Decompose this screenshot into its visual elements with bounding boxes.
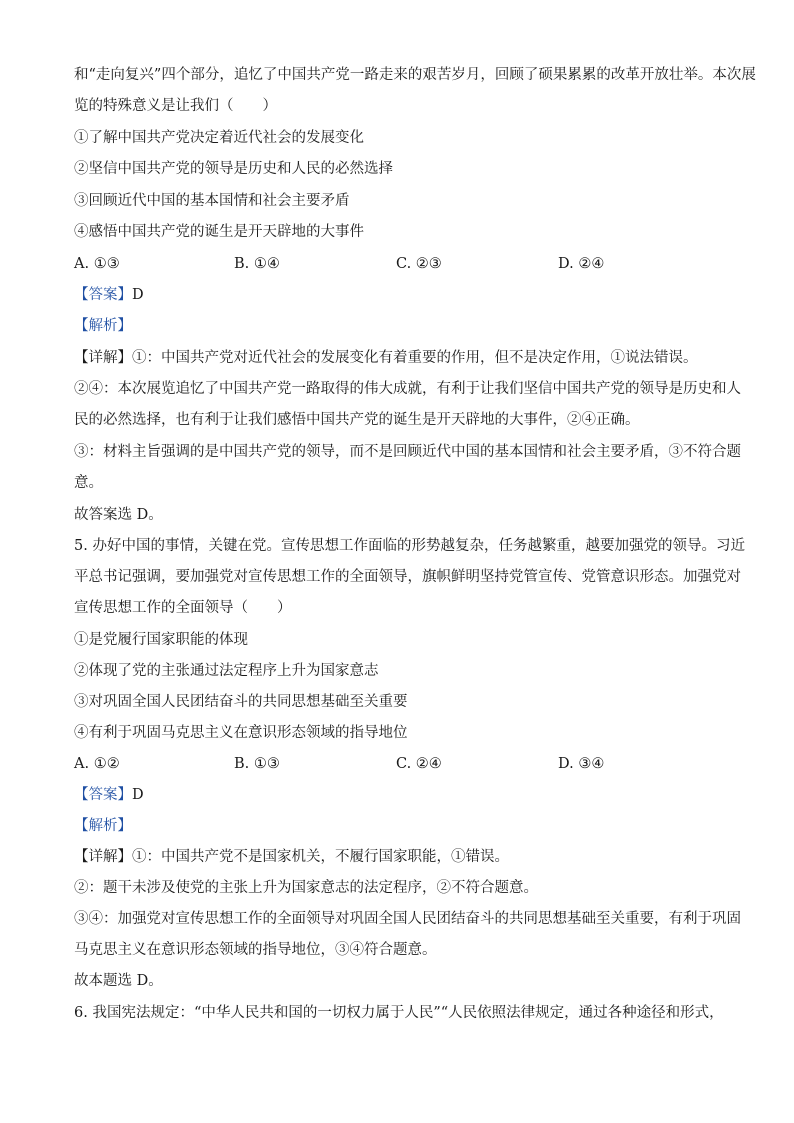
q5-option-a: A. ①② (74, 756, 120, 772)
q4-option-d: D. ②④ (558, 256, 605, 272)
q5-item-1: ①是党履行国家职能的体现 (74, 632, 248, 648)
q5-item-4: ④有利于巩固马克思主义在意识形态领域的指导地位 (74, 725, 408, 741)
q5-option-b: B. ①③ (234, 756, 280, 772)
q4-option-a: A. ①③ (74, 256, 120, 272)
q5-detail-line-1 (74, 847, 724, 867)
q4-detail-line-3: 民的必然选择，也有利于让我们感悟中国共产党的诞生是开天辟地的大事件，②④正确。 (74, 412, 640, 428)
q4-analysis (74, 316, 724, 336)
q4-analysis-tag: 【解析】 (74, 318, 132, 334)
q4-detail-tag: 【详解】 (74, 350, 132, 366)
q5-stem-line-3: 宣传思想工作的全面领导（ ） (74, 600, 292, 616)
q5-answer-value: D (132, 787, 144, 803)
q4-option-b: B. ①④ (234, 256, 280, 272)
q4-answer-tag: 【答案】 (74, 287, 132, 303)
q4-stem-line-1: 和“走向复兴”四个部分，追忆了中国共产党一路走来的艰苦岁月，回顾了硕果累累的改革开放壮举。本次展 (74, 67, 756, 83)
q5-option-c: C. ②④ (396, 756, 442, 772)
q5-detail-line-3: ③④：加强党对宣传思想工作的全面领导对巩固全国人民团结奋斗的共同思想基础至关重要，有利于巩固 (74, 911, 741, 927)
q5-detail-text-1: ①：中国共产党不是国家机关，不履行国家职能，①错误。 (132, 849, 509, 865)
q5-answer (74, 785, 724, 805)
q5-detail-line-2: ②：题干未涉及使党的主张上升为国家意志的法定程序，②不符合题意。 (74, 880, 538, 896)
q5-detail-line-4: 马克思主义在意识形态领域的指导地位，③④符合题意。 (74, 942, 437, 958)
q4-item-4: ④感悟中国共产党的诞生是开天辟地的大事件 (74, 224, 364, 240)
q5-stem-line-2: 平总书记强调，要加强党对宣传思想工作的全面领导，旗帜鲜明坚持党管宣传、党管意识形态。加强党对 (74, 569, 741, 585)
q4-conclusion: 故答案选 D。 (74, 507, 163, 523)
q5-analysis (74, 816, 724, 836)
q5-stem-line-1: 5. 办好中国的事情，关键在党。宣传思想工作面临的形势越复杂，任务越繁重，越要加强党的领导。习近 (74, 538, 745, 554)
q5-item-2: ②体现了党的主张通过法定程序上升为国家意志 (74, 663, 379, 679)
q5-item-3: ③对巩固全国人民团结奋斗的共同思想基础至关重要 (74, 694, 408, 710)
q4-item-3: ③回顾近代中国的基本国情和社会主要矛盾 (74, 193, 350, 209)
q4-item-1: ①了解中国共产党决定着近代社会的发展变化 (74, 130, 364, 146)
q6-stem-line-1: 6. 我国宪法规定：“中华人民共和国的一切权力属于人民”“人民依照法律规定，通过各种途径和形式， (74, 1005, 724, 1021)
q4-detail-text-1: ①：中国共产党对近代社会的发展变化有着重要的作用，但不是决定作用，①说法错误。 (132, 350, 698, 366)
q4-item-2: ②坚信中国共产党的领导是历史和人民的必然选择 (74, 161, 393, 177)
q5-analysis-tag: 【解析】 (74, 818, 132, 834)
q4-detail-line-4: ③：材料主旨强调的是中国共产党的领导，而不是回顾近代中国的基本国情和社会主要矛盾，③不符合题 (74, 444, 741, 460)
q4-stem-line-2: 览的特殊意义是让我们（ ） (74, 98, 277, 114)
q4-answer (74, 285, 724, 305)
q4-answer-value: D (132, 287, 144, 303)
q5-option-d: D. ③④ (558, 756, 605, 772)
q4-detail-line-1 (74, 348, 724, 368)
q4-option-c: C. ②③ (396, 256, 442, 272)
q5-conclusion: 故本题选 D。 (74, 973, 163, 989)
q5-detail-tag: 【详解】 (74, 849, 132, 865)
q4-detail-line-5: 意。 (74, 475, 103, 491)
q5-answer-tag: 【答案】 (74, 787, 132, 803)
q4-detail-line-2: ②④：本次展览追忆了中国共产党一路取得的伟大成就，有利于让我们坚信中国共产党的领导是历史和人 (74, 381, 741, 397)
